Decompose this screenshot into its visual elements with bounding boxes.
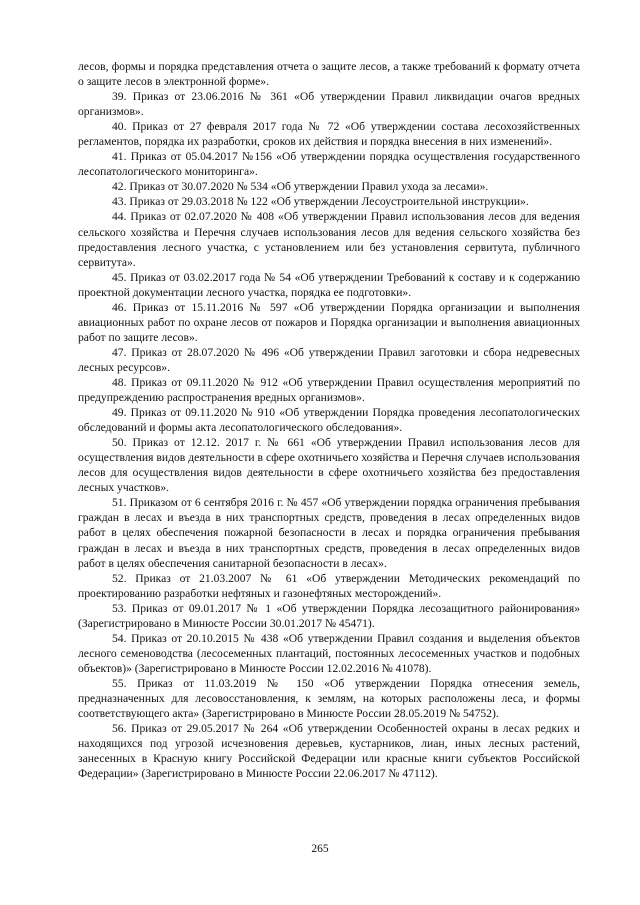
paragraph-item-51: 51. Приказом от 6 сентября 2016 г. № 457 «Об утверждении порядка ограничения пребывания граждан в лесах и въезда в них транспортных средств, проведения в лесах определенных видов работ в целях обеспечения пожарной безопасности в лесах и порядка ограничения пребывания граждан в лесах и въезда в них транспортных средств, проведения в лесах определенных видов работ в целях обеспечения санитарной безопасности в лесах». bbox=[78, 496, 580, 570]
paragraph-item-49: 49. Приказ от 09.11.2020 № 910 «Об утверждении Порядка проведения лесопатологических обследований и формы акта лесопатологического обследования». bbox=[78, 406, 580, 435]
paragraph-item-41: 41. Приказ от 05.04.2017 №156 «Об утверждении порядка осуществления государственного лесопатологического мониторинга». bbox=[78, 150, 580, 179]
paragraph-item-42: 42. Приказ от 30.07.2020 № 534 «Об утверждении Правил ухода за лесами». bbox=[112, 180, 489, 194]
paragraph-item-43: 43. Приказ от 29.03.2018 № 122 «Об утверждении Лесоустроительной инструкции». bbox=[112, 195, 529, 209]
paragraph-item-56: 56. Приказ от 29.05.2017 № 264 «Об утверждении Особенностей охраны в лесах редких и находящихся под угрозой исчезновения деревьев, кустарников, лиан, иных лесных растений, занесенных в Красную книгу Российской Федерации или красные книги субъектов Российской Федерации» (Зарегистрировано в Минюсте России 22.06.2017 № 47112). bbox=[78, 722, 580, 781]
paragraph-item-52: 52. Приказ от 21.03.2007 № 61 «Об утверждении Методических рекомендаций по проектированию разработки нефтяных и газонефтяных месторождений». bbox=[78, 571, 580, 600]
paragraph-item-53: 53. Приказ от 09.01.2017 № 1 «Об утверждении Порядка лесозащитного районирования» (Зарегистрировано в Минюсте России 30.01.2017 № 45471). bbox=[78, 601, 580, 630]
paragraph-item-45: 45. Приказ от 03.02.2017 года № 54 «Об утверждении Требований к составу и к содержанию проектной документации лесного участка, порядка ее подготовки». bbox=[78, 270, 580, 299]
paragraph-item-40: 40. Приказ от 27 февраля 2017 года № 72 «Об утверждении состава лесохозяйственных регламентов, порядка их разработки, сроков их действия и порядка внесения в них изменений». bbox=[78, 120, 580, 149]
paragraph-item-55: 55. Приказ от 11.03.2019 № 150 «Об утверждении Порядка отнесения земель, предназначенных для лесовосстановления, к землям, на которых расположены леса, и формы соответствующего акта» (Зарегистрировано в Минюсте России 28.05.2019 № 54752). bbox=[78, 676, 580, 721]
paragraph-item-46: 46. Приказ от 15.11.2016 № 597 «Об утверждении Порядка организации и выполнения авиационных работ по охране лесов от пожаров и Порядка организации и выполнения авиационных работ по защите лесов». bbox=[78, 300, 580, 344]
page-number: 265 bbox=[311, 843, 329, 855]
paragraph-item-39: 39. Приказ от 23.06.2016 № 361 «Об утверждении Правил ликвидации очагов вредных организмов». bbox=[78, 90, 580, 119]
document-body bbox=[78, 59, 580, 781]
paragraph-item-48: 48. Приказ от 09.11.2020 № 912 «Об утверждении Правил осуществления мероприятий по предупреждению распространения вредных организмов». bbox=[78, 375, 580, 405]
paragraph-item-50: 50. Приказ от 12.12. 2017 г. № 661 «Об утверждении Правил использования лесов для осуществления видов деятельности в сфере охотничьего хозяйства и Перечня случаев использования лесов для осуществления видов деятельности в сфере охотничьего хозяйства без предоставления лесных участков». bbox=[78, 436, 580, 495]
paragraph-continuation: лесов, формы и порядка представления отчета о защите лесов, а также требований к формату отчета о защите лесов в электронной форме». bbox=[78, 60, 580, 89]
paragraph-item-44: 44. Приказ от 02.07.2020 № 408 «Об утверждении Правил использования лесов для ведения сельского хозяйства и Перечня случаев использования лесов для ведения сельского хозяйства без предоставления лесного участка, с установлением или без установления сервитута, публичного сервитута». bbox=[78, 210, 580, 269]
paragraph-item-54: 54. Приказ от 20.10.2015 № 438 «Об утверждении Правил создания и выделения объектов лесного семеноводства (лесосеменных плантаций, постоянных лесосеменных участков и подобных объектов)» (Зарегистрировано в Минюсте России 12.02.2016 № 41078). bbox=[78, 631, 580, 675]
paragraph-item-47: 47. Приказ от 28.07.2020 № 496 «Об утверждении Правил заготовки и сбора недревесных лесных ресурсов». bbox=[78, 345, 580, 374]
